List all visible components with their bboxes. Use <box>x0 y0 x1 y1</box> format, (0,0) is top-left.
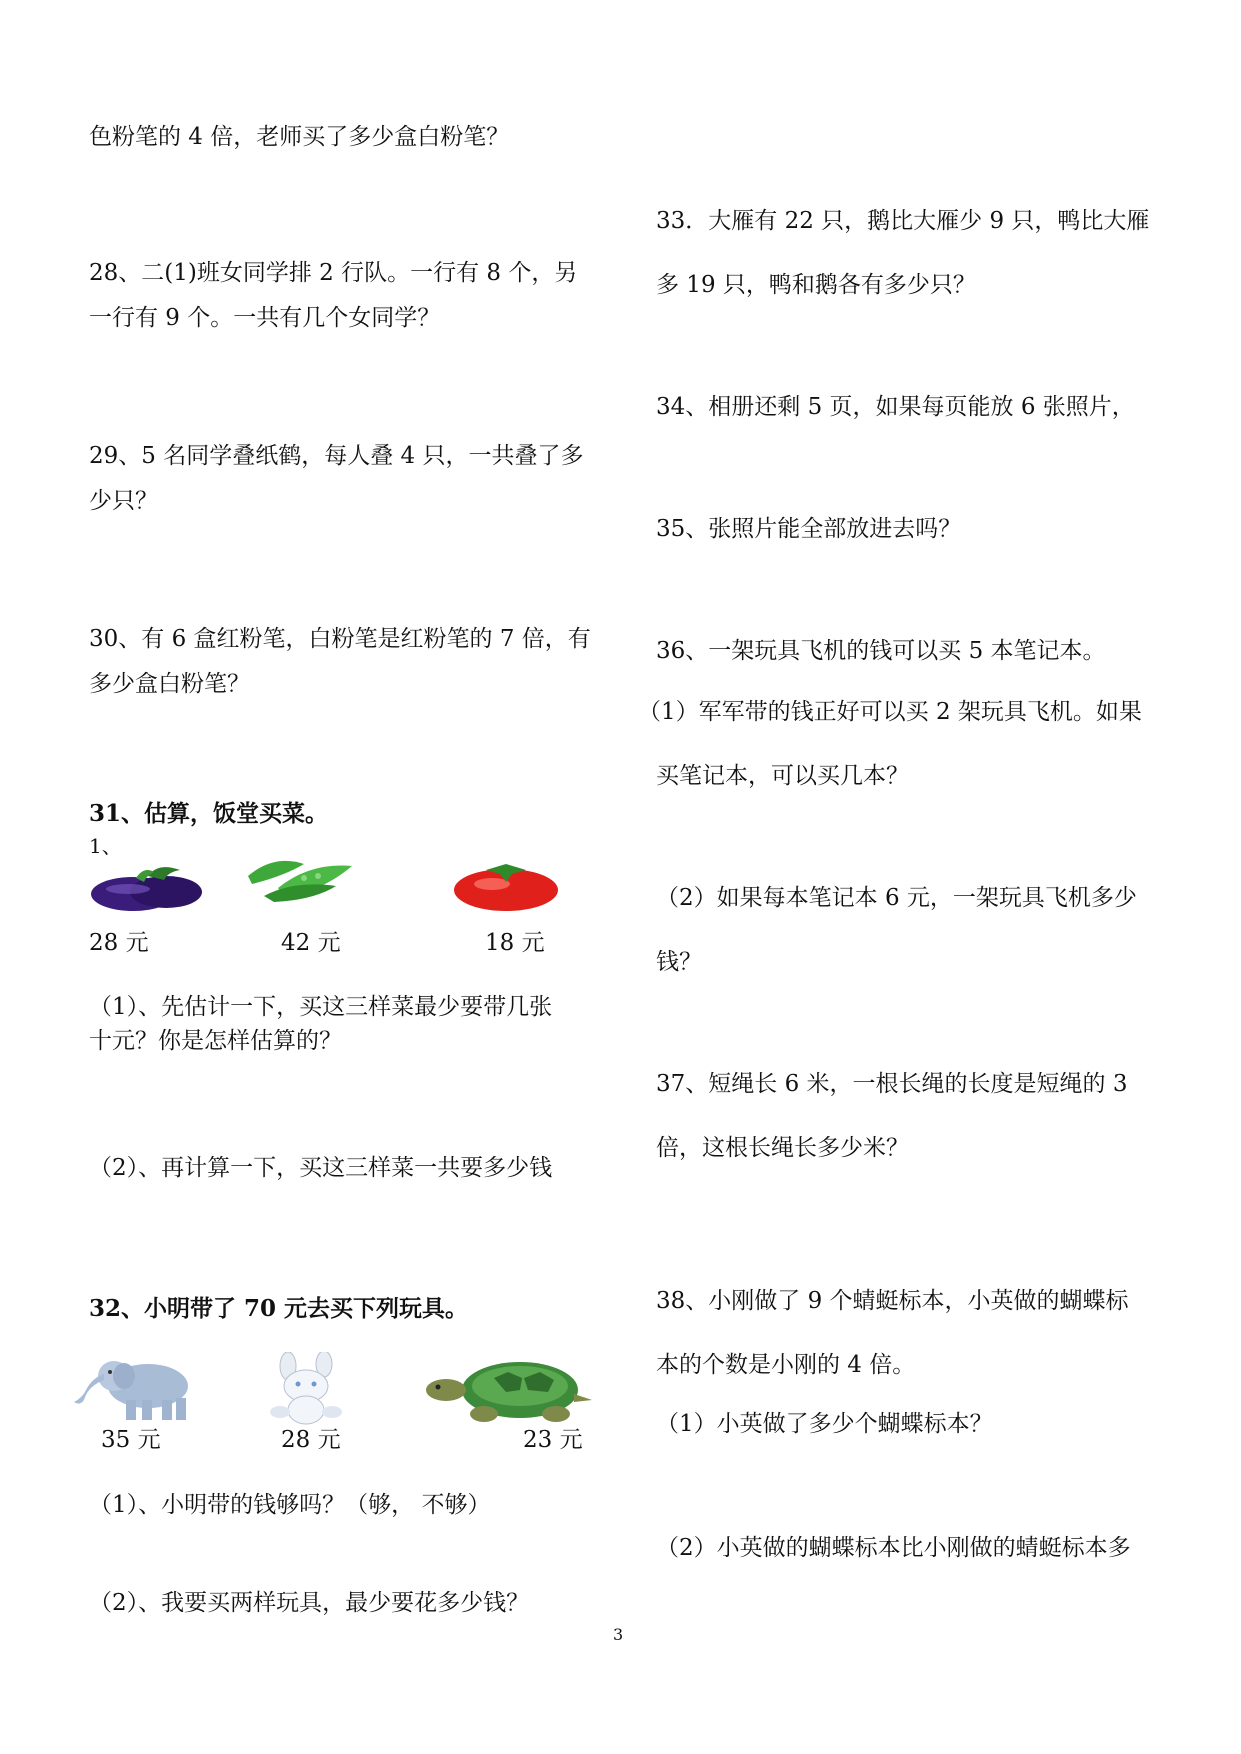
q36-sub1-line1: （1）军军带的钱正好可以买 2 架玩具飞机。如果 <box>638 699 1142 725</box>
q32-price-rabbit: 28 元 <box>281 1427 341 1453</box>
q33-line1: 33．大雁有 22 只，鹅比大雁少 9 只，鸭比大雁 <box>656 208 1150 234</box>
q38-sub1: （1）小英做了多少个蝴蝶标本？ <box>656 1411 993 1437</box>
q32-price-elephant: 35 元 <box>101 1427 161 1453</box>
green-beans-icon <box>244 850 356 902</box>
page-number: 3 <box>613 1625 624 1644</box>
q31-sub1-line1: （1）、先估计一下，买这三样菜最少要带几张 <box>89 994 553 1020</box>
q37-line2: 倍，这根长绳长多少米？ <box>656 1135 909 1161</box>
q36-sub1-line2: 买笔记本，可以买几本？ <box>656 763 909 789</box>
q30-line1: 30、有 6 盒红粉笔，白粉笔是红粉笔的 7 倍，有 <box>89 626 591 652</box>
rabbit-icon <box>258 1352 356 1426</box>
eggplant-icon <box>88 858 206 914</box>
q38-line2: 本的个数是小刚的 4 倍。 <box>656 1352 916 1378</box>
q28-line2: 一行有 9 个。一共有几个女同学？ <box>89 305 441 331</box>
q32-sub1: （1）、小明带的钱够吗？（够， 不够） <box>89 1492 491 1518</box>
turtle-icon <box>424 1356 594 1424</box>
q37-line1: 37、短绳长 6 米，一根长绳的长度是短绳的 3 <box>656 1071 1128 1097</box>
q31-sub2: （2）、再计算一下，买这三样菜一共要多少钱 <box>89 1155 553 1181</box>
q36-sub2-line1: （2）如果每本笔记本 6 元，一架玩具飞机多少 <box>656 885 1137 911</box>
q31-price-eggplant: 28 元 <box>89 930 149 956</box>
q29-line2: 少只？ <box>89 488 158 514</box>
q31-price-beans: 42 元 <box>281 930 341 956</box>
q31-number: 1、 <box>89 834 122 858</box>
q32-sub2: （2）、我要买两样玩具，最少要花多少钱？ <box>89 1590 530 1616</box>
q38-sub2: （2）小英做的蝴蝶标本比小刚做的蜻蜓标本多 <box>656 1535 1131 1561</box>
q33-line2: 多 19 只，鸭和鹅各有多少只？ <box>656 272 976 298</box>
q28-line1: 28、二(1)班女同学排 2 行队。一行有 8 个，另 <box>89 260 578 286</box>
q35: 35、张照片能全部放进去吗？ <box>656 516 962 542</box>
q30-line2: 多少盒白粉笔？ <box>89 671 250 697</box>
q31-price-tomato: 18 元 <box>485 930 545 956</box>
q29-line1: 29、5 名同学叠纸鹤，每人叠 4 只，一共叠了多 <box>89 443 584 469</box>
q31-title: 31、估算，饭堂买菜。 <box>89 800 329 827</box>
q32-price-turtle: 23 元 <box>523 1427 583 1453</box>
q32-title: 32、小明带了 70 元去买下列玩具。 <box>89 1295 469 1322</box>
q27-continuation: 色粉笔的 4 倍，老师买了多少盒白粉笔？ <box>89 124 510 150</box>
elephant-icon <box>70 1356 198 1422</box>
q38-line1: 38、小刚做了 9 个蜻蜓标本，小英做的蝴蝶标 <box>656 1288 1129 1314</box>
tomato-icon <box>452 860 560 912</box>
q36-sub2-line2: 钱？ <box>656 949 702 975</box>
q36: 36、一架玩具飞机的钱可以买 5 本笔记本。 <box>656 638 1106 664</box>
q34: 34、相册还剩 5 页，如果每页能放 6 张照片， <box>656 394 1135 420</box>
q31-sub1-line2: 十元？你是怎样估算的？ <box>89 1028 342 1054</box>
